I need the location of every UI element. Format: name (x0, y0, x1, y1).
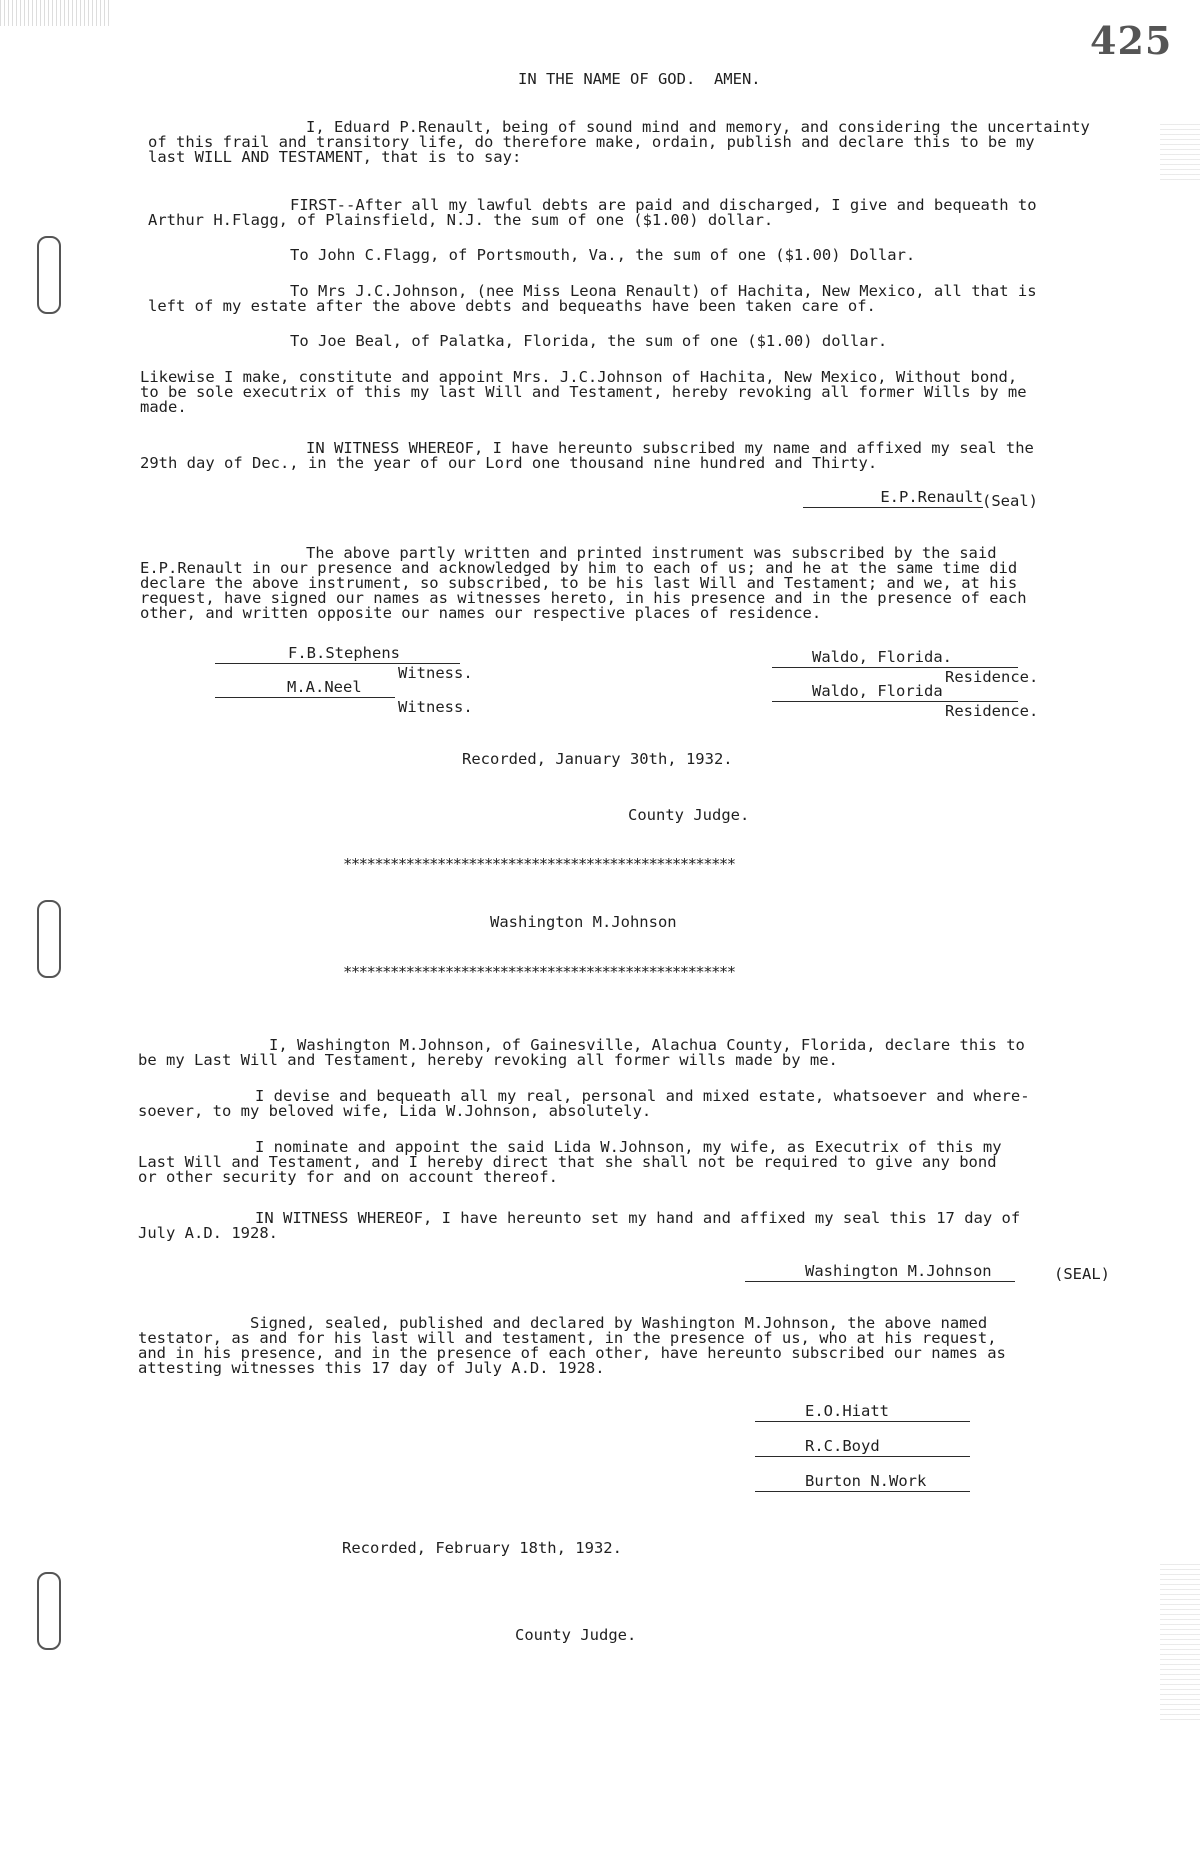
will2-nominate-line3: or other security for and on account thereof. (138, 1168, 558, 1186)
will2-devise-line2: soever, to my beloved wife, Lida W.Johnson, absolutely. (138, 1102, 652, 1120)
page-number: 425 (1090, 18, 1173, 63)
binder-hole-3 (37, 1572, 61, 1650)
will2-witness2: R.C.Boyd (755, 1437, 970, 1457)
will2-county-judge: County Judge. (515, 1626, 637, 1644)
will2-witness3: Burton N.Work (755, 1472, 970, 1492)
will2-intro-line2: be my Last Will and Testament, hereby revoking all former wills made by me. (138, 1051, 838, 1069)
will2-signature: Washington M.Johnson (745, 1262, 1015, 1282)
will1-intro-line1: I, Eduard P.Renault, being of sound mind and memory, and considering the uncertainty (306, 118, 1090, 136)
will1-executrix-line1: Likewise I make, constitute and appoint Mrs. J.C.Johnson of Hachita, New Mexico, Without bond, (140, 368, 1018, 386)
binder-hole-1 (37, 236, 61, 314)
document-heading: IN THE NAME OF GOD. AMEN. (518, 70, 761, 88)
will1-recorded: Recorded, January 30th, 1932. (462, 750, 733, 768)
will1-seal: (Seal) (982, 492, 1038, 510)
will1-bequest-joe: To Joe Beal, of Palatka, Florida, the sum of one ($1.00) dollar. (290, 332, 888, 350)
will1-executrix-line2: to be sole executrix of this my last Will and Testament, hereby revoking all former Wills by me (140, 383, 1027, 401)
scan-noise-right-1 (1160, 120, 1200, 180)
will1-witness2-residence: Waldo, Florida (772, 682, 1018, 702)
will1-attestation-line1: The above partly written and printed instrument was subscribed by the said (306, 544, 997, 562)
will2-seal: (SEAL) (1054, 1265, 1110, 1283)
will1-bequest-john: To John C.Flagg, of Portsmouth, Va., the sum of one ($1.00) Dollar. (290, 246, 916, 264)
will2-devise-line1: I devise and bequeath all my real, personal and mixed estate, whatsoever and where- (255, 1087, 1030, 1105)
will1-witness-whereof-line2: 29th day of Dec., in the year of our Lord one thousand nine hundred and Thirty. (140, 454, 878, 472)
will2-nominate-line2: Last Will and Testament, and I hereby direct that she shall not be required to give any bond (138, 1153, 997, 1171)
binder-hole-2 (37, 900, 61, 978)
will2-witness-whereof-line1: IN WITNESS WHEREOF, I have hereunto set my hand and affixed my seal this 17 day of (255, 1209, 1021, 1227)
will2-attestation-line4: attesting witnesses this 17 day of July A.D. 1928. (138, 1359, 605, 1377)
scan-noise-right-2 (1160, 1560, 1200, 1720)
will2-title: Washington M.Johnson (490, 913, 677, 931)
will1-witness-whereof-line1: IN WITNESS WHEREOF, I have hereunto subscribed my name and affixed my seal the (306, 439, 1034, 457)
will2-nominate-line1: I nominate and appoint the said Lida W.Johnson, my wife, as Executrix of this my (255, 1138, 1002, 1156)
separator-bottom: ************************************************** (343, 963, 735, 981)
will1-first-line1: FIRST--After all my lawful debts are paid and discharged, I give and bequeath to (290, 196, 1037, 214)
will1-attestation-line2: E.P.Renault in our presence and acknowledged by him to each of us; and he at the same time did (140, 559, 1018, 577)
will2-attestation-line1: Signed, sealed, published and declared by Washington M.Johnson, the above named (250, 1314, 988, 1332)
will1-signature: E.P.Renault (803, 488, 983, 508)
will2-witness1: E.O.Hiatt (755, 1402, 970, 1422)
will1-witness1-role: Witness. (398, 664, 473, 682)
will1-attestation-line5: other, and written opposite our names our respective places of residence. (140, 604, 822, 622)
will1-witness1-residence: Waldo, Florida. (772, 648, 1018, 668)
separator-top: ************************************************** (343, 855, 735, 873)
will1-attestation-line4: request, have signed our names as witnesses hereto, in his presence and in the presence of each (140, 589, 1027, 607)
will1-attestation-line3: declare the above instrument, so subscribed, to be his last Will and Testament; and we, at his (140, 574, 1018, 592)
scan-noise-top-left (0, 0, 110, 26)
will1-witness2-name: M.A.Neel (215, 678, 395, 698)
will1-bequest-mrs-line2: left of my estate after the above debts and bequeaths have been taken care of. (148, 297, 876, 315)
will1-county-judge: County Judge. (628, 806, 750, 824)
will2-attestation-line3: and in his presence, and in the presence of each other, have hereunto subscribed our names as (138, 1344, 1006, 1362)
will1-witness1-name: F.B.Stephens (215, 644, 460, 664)
will1-witness1-residence-label: Residence. (945, 668, 1039, 686)
will1-witness2-role: Witness. (398, 698, 473, 716)
will2-attestation-line2: testator, as and for his last will and testament, in the presence of us, who at his request, (138, 1329, 997, 1347)
will1-intro-line3: last WILL AND TESTAMENT, that is to say: (148, 148, 522, 166)
will2-recorded: Recorded, February 18th, 1932. (342, 1539, 622, 1557)
will1-executrix-line3: made. (140, 398, 187, 416)
will1-first-line2: Arthur H.Flagg, of Plainsfield, N.J. the sum of one ($1.00) dollar. (148, 211, 774, 229)
will1-bequest-mrs-line1: To Mrs J.C.Johnson, (nee Miss Leona Renault) of Hachita, New Mexico, all that is (290, 282, 1037, 300)
will2-intro-line1: I, Washington M.Johnson, of Gainesville, Alachua County, Florida, declare this to (269, 1036, 1025, 1054)
will1-intro-line2: of this frail and transitory life, do therefore make, ordain, publish and declare this to be my (148, 133, 1035, 151)
will1-witness2-residence-label: Residence. (945, 702, 1039, 720)
will2-witness-whereof-line2: July A.D. 1928. (138, 1224, 278, 1242)
